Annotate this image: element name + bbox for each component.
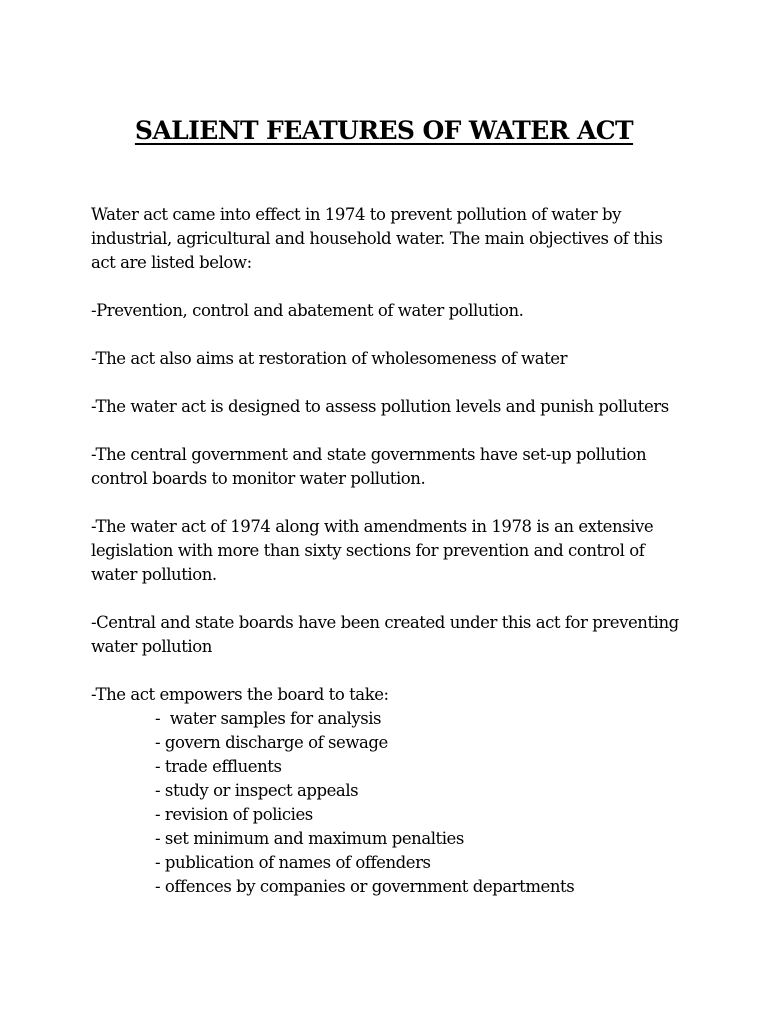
powers-list-item: - publication of names of offenders xyxy=(155,853,431,872)
powers-intro: -The act empowers the board to take: xyxy=(91,685,389,704)
powers-list-item: - water samples for analysis xyxy=(155,709,382,728)
point-paragraph: -The central government and state governments have set-up pollution control boards to monitor water pollution. xyxy=(91,445,647,488)
point-paragraph: -The water act is designed to assess pollution levels and punish polluters xyxy=(91,397,669,416)
point-paragraph: -The water act of 1974 along with amendments in 1978 is an extensive legislation with more than sixty sections for prevention and control of water pollution. xyxy=(91,517,654,584)
point-paragraph: -The act also aims at restoration of wholesomeness of water xyxy=(91,349,568,368)
document-title xyxy=(0,118,768,143)
powers-list xyxy=(91,707,691,899)
point-paragraph: -Prevention, control and abatement of water pollution. xyxy=(91,301,524,320)
point-paragraph: -Central and state boards have been created under this act for preventing water pollution xyxy=(91,613,679,656)
powers-list-item: - govern discharge of sewage xyxy=(155,733,388,752)
document-title-text: SALIENT FEATURES OF WATER ACT xyxy=(134,116,634,145)
powers-list-item: - set minimum and maximum penalties xyxy=(155,829,464,848)
powers-list-item: - offences by companies or government departments xyxy=(155,877,575,896)
document-body xyxy=(91,203,691,899)
powers-list-item: - revision of policies xyxy=(155,805,313,824)
powers-list-item: - study or inspect appeals xyxy=(155,781,359,800)
intro-paragraph: Water act came into effect in 1974 to prevent pollution of water by industrial, agricultural and household water. The main objectives of this act are listed below: xyxy=(91,205,663,272)
powers-list-item: - trade effluents xyxy=(155,757,282,776)
